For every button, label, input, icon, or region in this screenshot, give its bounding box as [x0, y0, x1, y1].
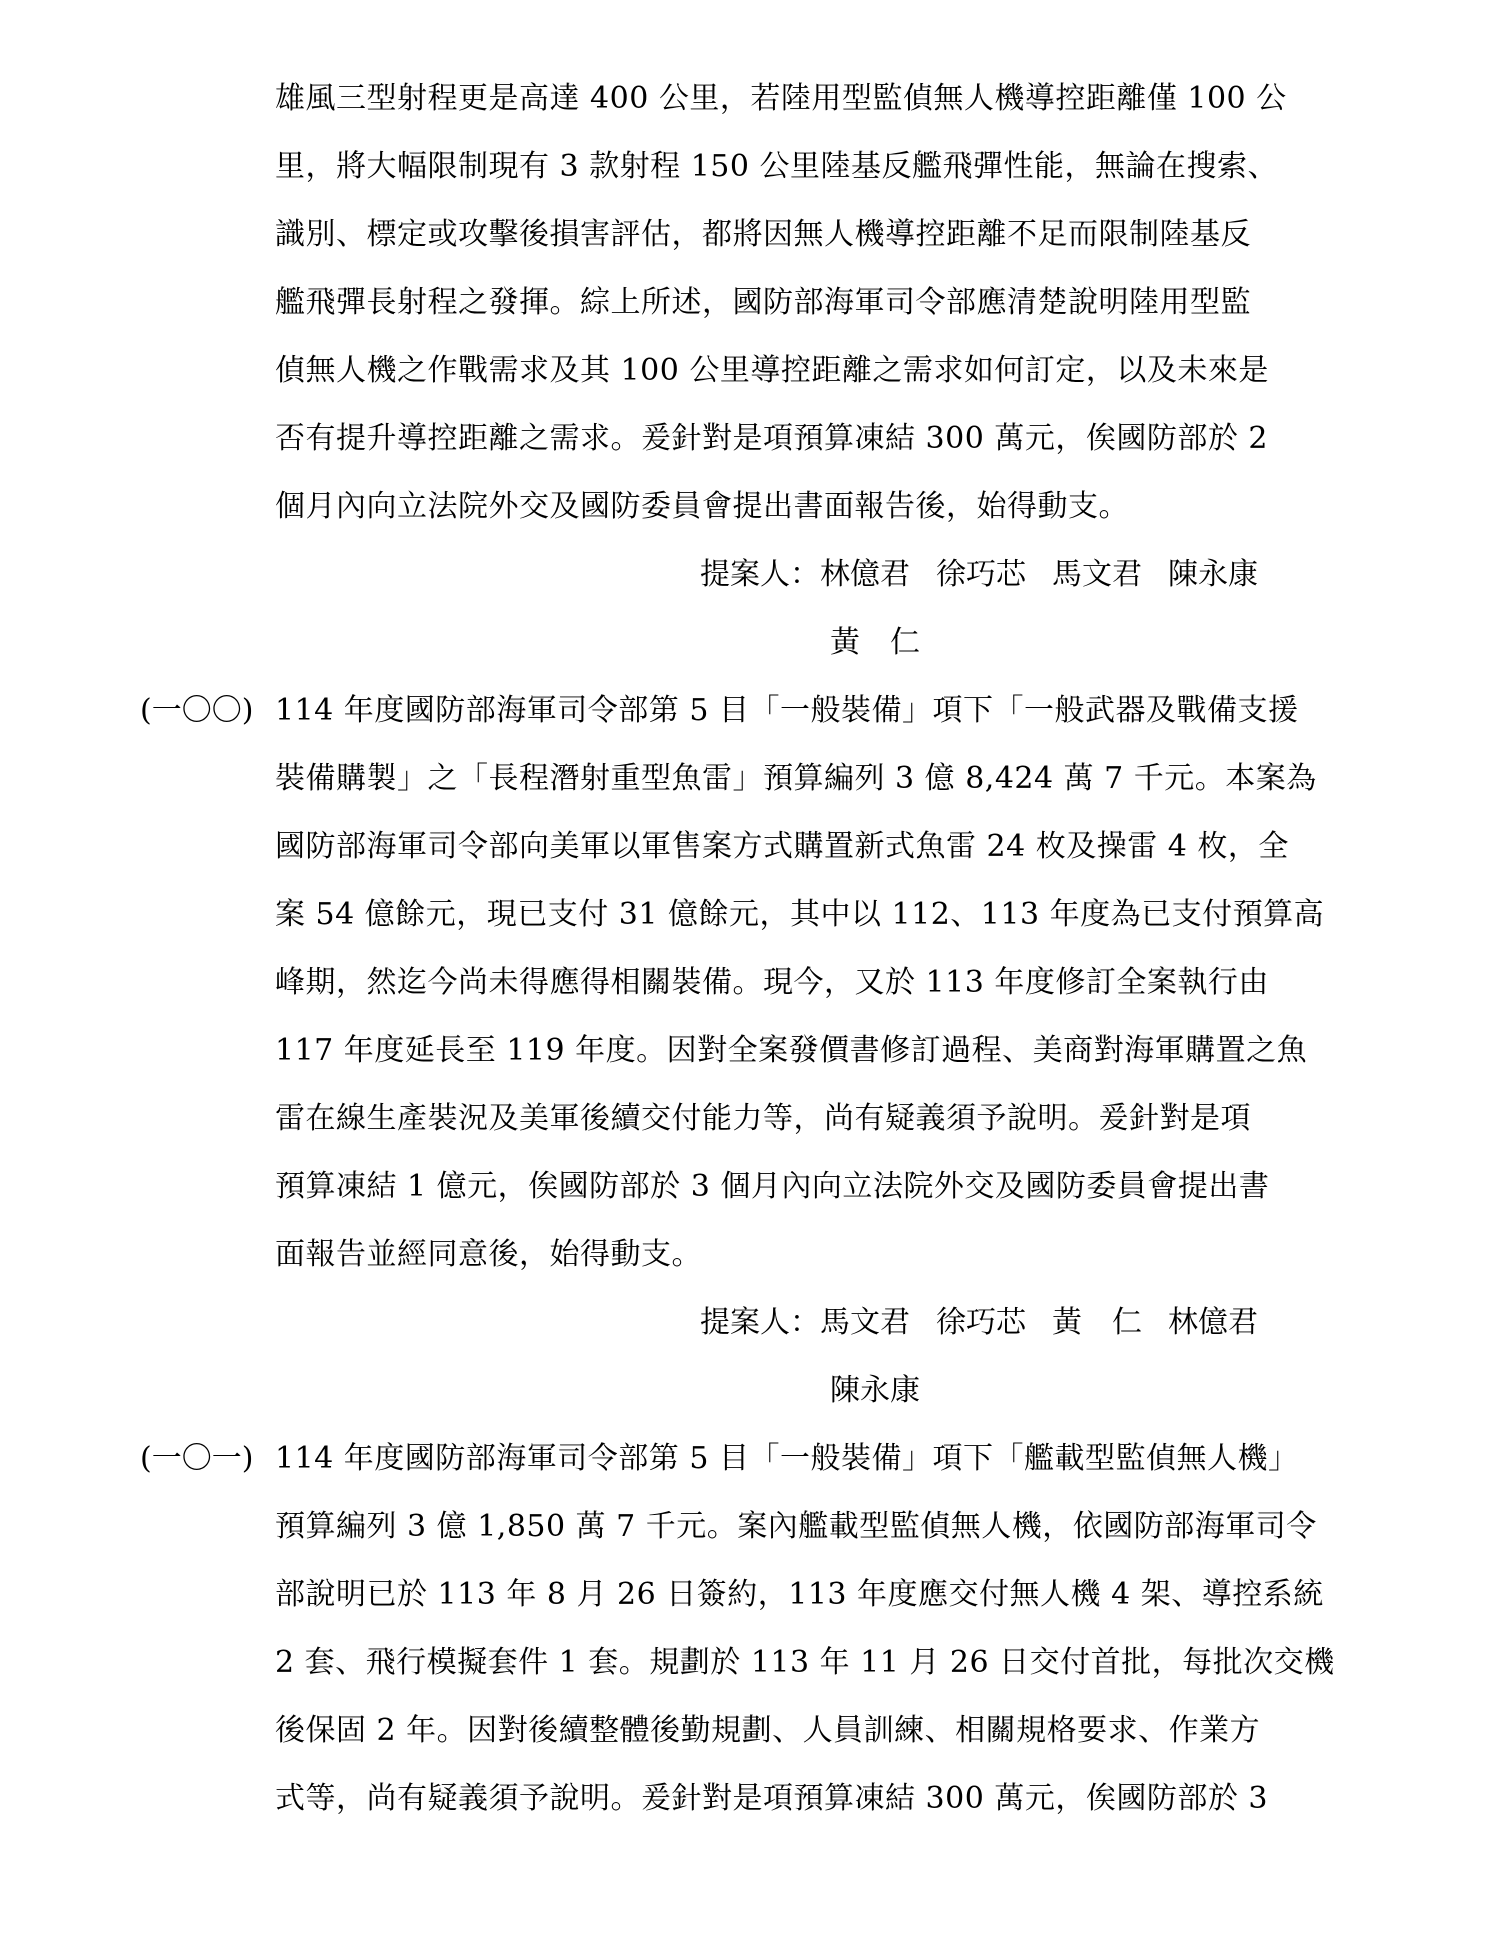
paragraph-line: 國防部海軍司令部向美軍以軍售案方式購置新式魚雷 24 枚及操雷 4 枚，全	[275, 829, 1289, 864]
paragraph-line: 117 年度延長至 119 年度。因對全案發價書修訂過程、美商對海軍購置之魚	[275, 1033, 1308, 1068]
proposer-name: 黃 仁	[1052, 1305, 1142, 1340]
paragraph-line: 2 套、飛行模擬套件 1 套。規劃於 113 年 11 月 26 日交付首批，每批次交機	[275, 1645, 1335, 1680]
proposer-name: 陳永康	[1168, 557, 1258, 592]
paragraph-line: 部說明已於 113 年 8 月 26 日簽約，113 年度應交付無人機 4 架、導控系統	[275, 1577, 1324, 1612]
paragraph-line: 里，將大幅限制現有 3 款射程 150 公里陸基反艦飛彈性能，無論在搜索、	[275, 149, 1278, 184]
paragraph-line: 雷在線生產裝況及美軍後續交付能力等，尚有疑義須予說明。爰針對是項	[275, 1101, 1251, 1136]
proposer-continuation: 黃 仁	[830, 625, 920, 660]
proposer-continuation: 陳永康	[830, 1373, 920, 1408]
paragraph-line: 預算凍結 1 億元，俟國防部於 3 個月內向立法院外交及國防委員會提出書	[275, 1169, 1270, 1204]
proposer-line	[700, 1303, 1258, 1343]
paragraph-line: 後保固 2 年。因對後續整體後勤規劃、人員訓練、相關規格要求、作業方	[275, 1713, 1261, 1748]
paragraph-line: 裝備購製」之「長程潛射重型魚雷」預算編列 3 億 8,424 萬 7 千元。本案為	[275, 761, 1317, 796]
paragraph-line: 114 年度國防部海軍司令部第 5 目「一般裝備」項下「一般武器及戰備支援	[275, 693, 1299, 728]
proposer-name: 馬文君	[820, 1305, 910, 1340]
paragraph-line: 面報告並經同意後，始得動支。	[275, 1237, 702, 1272]
proposer-line	[700, 555, 1258, 595]
proposer-name: 徐巧芯	[936, 1305, 1026, 1340]
paragraph-line: 識別、標定或攻擊後損害評估，都將因無人機導控距離不足而限制陸基反	[275, 217, 1251, 252]
proposer-name: 林億君	[1168, 1305, 1258, 1340]
paragraph-line: 114 年度國防部海軍司令部第 5 目「一般裝備」項下「艦載型監偵無人機」	[275, 1441, 1299, 1476]
paragraph-line: 峰期，然迄今尚未得應得相關裝備。現今，又於 113 年度修訂全案執行由	[275, 965, 1269, 1000]
proposer-label: 提案人：	[700, 557, 820, 592]
paragraph-line: 否有提升導控距離之需求。爰針對是項預算凍結 300 萬元，俟國防部於 2	[275, 421, 1268, 456]
paragraph-line: 預算編列 3 億 1,850 萬 7 千元。案內艦載型監偵無人機，依國防部海軍司令	[275, 1509, 1317, 1544]
proposer-label: 提案人：	[700, 1305, 820, 1340]
paragraph-line: 雄風三型射程更是高達 400 公里，若陸用型監偵無人機導控距離僅 100 公	[275, 81, 1287, 116]
paragraph-line: 個月內向立法院外交及國防委員會提出書面報告後，始得動支。	[275, 489, 1129, 524]
item-number-label: (一〇一)	[140, 1441, 254, 1476]
paragraph-line: 偵無人機之作戰需求及其 100 公里導控距離之需求如何訂定，以及未來是	[275, 353, 1269, 388]
paragraph-line: 案 54 億餘元，現已支付 31 億餘元，其中以 112、113 年度為已支付預算高	[275, 897, 1325, 932]
item-number-label: (一〇〇)	[140, 693, 254, 728]
proposer-name: 徐巧芯	[936, 557, 1026, 592]
proposer-name: 馬文君	[1052, 557, 1142, 592]
proposer-name: 林億君	[820, 557, 910, 592]
paragraph-line: 艦飛彈長射程之發揮。綜上所述，國防部海軍司令部應清楚說明陸用型監	[275, 285, 1251, 320]
paragraph-line: 式等，尚有疑義須予說明。爰針對是項預算凍結 300 萬元，俟國防部於 3	[275, 1781, 1268, 1816]
